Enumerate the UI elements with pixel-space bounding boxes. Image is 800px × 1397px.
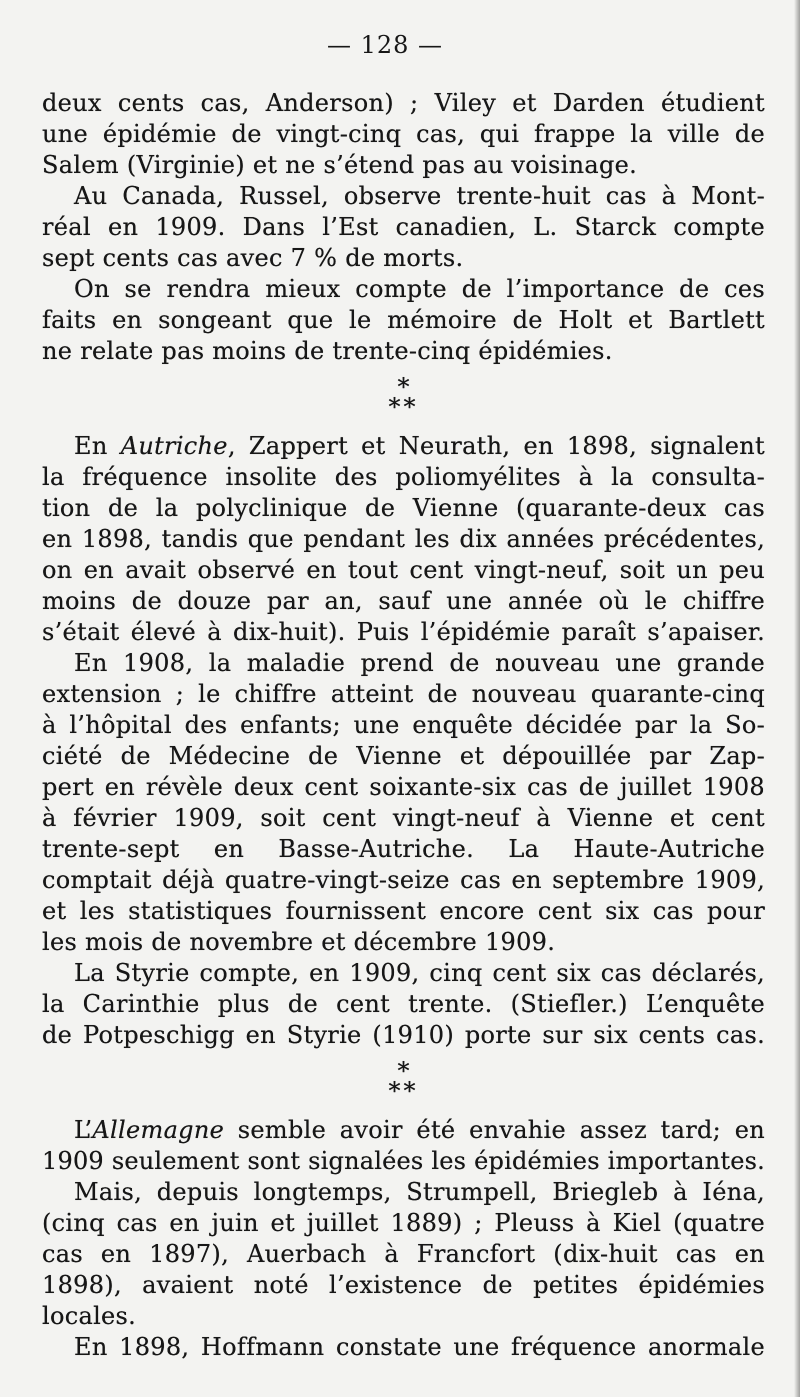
text-line: locales. (42, 1302, 137, 1330)
asterism-top: * (397, 1057, 410, 1085)
text-line (42, 431, 765, 462)
scan-edge-shadow (794, 0, 800, 1397)
text-line: la Carinthie plus de cent trente. (Stiefler.) L’enquête (42, 990, 765, 1018)
text-line: à février 1909, soit cent vingt-neuf à Vienne et cent (42, 804, 765, 832)
text-line: en 1898, tandis que pendant les dix années précédentes, (42, 525, 765, 553)
paragraph (42, 181, 765, 274)
page-number: — 128 — (326, 31, 444, 59)
section-separator (42, 367, 765, 431)
paragraph (42, 958, 765, 1051)
text-line: pert en révèle deux cent soixante-six cas de juillet 1908 (42, 773, 765, 801)
line-segment: L’ (74, 1116, 93, 1144)
text-line: Salem (Virginie) et ne s’étend pas au voisinage. (42, 151, 638, 179)
body-text (42, 88, 765, 1363)
asterism-bottom: ** (388, 393, 419, 421)
paragraph (42, 1115, 765, 1177)
text-line: La Styrie compte, en 1909, cinq cent six cas déclarés, (74, 959, 765, 987)
paragraph (42, 274, 765, 367)
text-line: de Potpeschigg en Styrie (1910) porte sur six cents cas. (42, 1021, 765, 1049)
text-line: cas en 1897), Auerbach à Francfort (dix-huit cas en (42, 1240, 765, 1268)
text-line: on en avait observé en tout cent vingt-neuf, soit un peu (42, 556, 765, 584)
paragraph (42, 431, 765, 648)
line-segment: , Zappert et Neurath, en 1898, signalent (227, 432, 765, 460)
text-line: réal en 1909. Dans l’Est canadien, L. Starck compte (42, 213, 765, 241)
text-line: trente-sept en Basse-Autriche. La Haute-Autriche (42, 835, 765, 863)
text-line: tion de la polyclinique de Vienne (quarante-deux cas (42, 494, 765, 522)
text-line: faits en songeant que le mémoire de Holt et Bartlett (42, 306, 765, 334)
asterism-bottom: ** (388, 1077, 419, 1105)
text-line: En 1898, Hoffmann constate une fréquence anormale (74, 1333, 765, 1361)
text-line: une épidémie de vingt-cinq cas, qui frappe la ville de (42, 120, 765, 148)
text-line: sept cents cas avec 7 % de morts. (42, 244, 464, 272)
text-line: extension ; le chiffre atteint de nouveau quarante-cinq (42, 680, 765, 708)
text-line: On se rendra mieux compte de l’importance de ces (74, 275, 765, 303)
text-line: 1909 seulement sont signalées les épidémies importantes. (42, 1147, 765, 1175)
text-line: comptait déjà quatre-vingt-seize cas en septembre 1909, (42, 866, 765, 894)
paragraph (42, 648, 765, 958)
emphasis: Autriche (120, 432, 228, 460)
text-line: Au Canada, Russel, observe trente-huit cas à Mont- (74, 182, 765, 210)
paragraph (42, 1177, 765, 1332)
paragraph (42, 88, 765, 181)
text-line: ne relate pas moins de trente-cinq épidémies. (42, 337, 613, 365)
text-line: à l’hôpital des enfants; une enquête décidée par la So- (42, 711, 765, 739)
text-line: la fréquence insolite des poliomyélites à la consulta- (42, 463, 765, 491)
text-line (42, 1115, 765, 1146)
emphasis: Allemagne (92, 1116, 225, 1144)
text-line: deux cents cas, Anderson) ; Viley et Darden étudient (42, 89, 765, 117)
text-line: moins de douze par an, sauf une année où le chiffre (42, 587, 765, 615)
text-line: et les statistiques fournissent encore cent six cas pour (42, 897, 765, 925)
text-line: ciété de Médecine de Vienne et dépouillée par Zap- (42, 742, 765, 770)
text-line: En 1908, la maladie prend de nouveau une grande (74, 649, 765, 677)
line-segment: En (74, 432, 121, 460)
paragraph (42, 1332, 765, 1363)
asterism-top: * (397, 373, 410, 401)
text-line: (cinq cas en juin et juillet 1889) ; Pleuss à Kiel (quatre (42, 1209, 765, 1237)
text-line: Mais, depuis longtemps, Strumpell, Briegleb à Iéna, (74, 1178, 765, 1206)
text-line: s’était élevé à dix-huit). Puis l’épidémie paraît s’apaiser. (42, 618, 765, 646)
line-segment: semble avoir été envahie assez tard; en (224, 1116, 765, 1144)
section-separator (42, 1051, 765, 1115)
text-line: 1898), avaient noté l’existence de petites épidémies (42, 1271, 765, 1299)
text-line: les mois de novembre et décembre 1909. (42, 928, 556, 956)
